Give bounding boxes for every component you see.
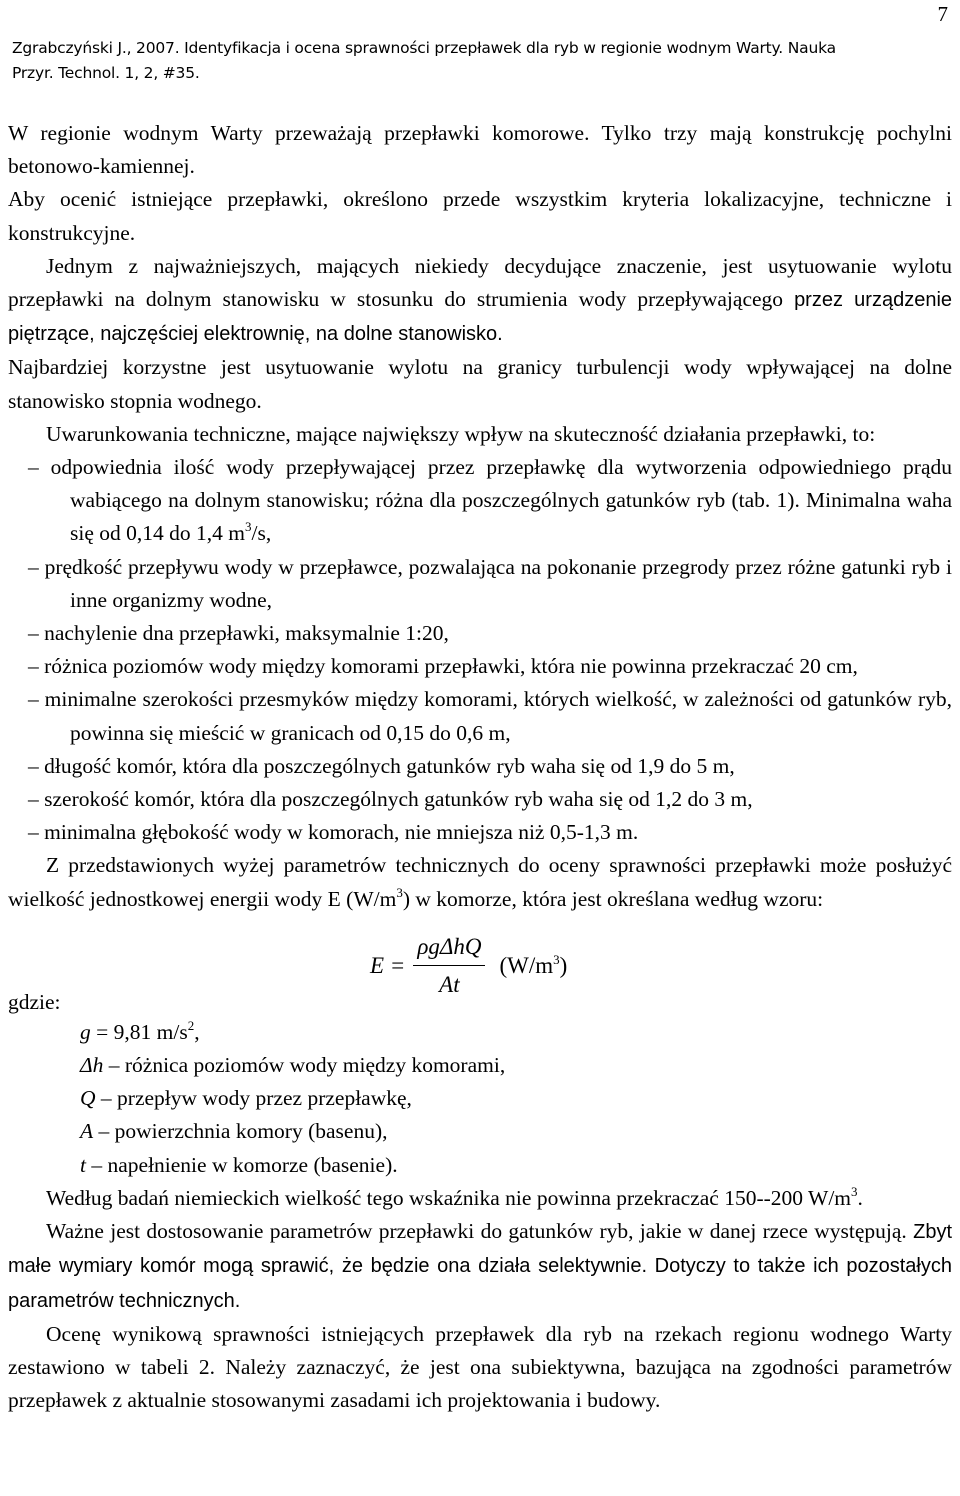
symbol: A (80, 1119, 94, 1144)
list-item: – szerokość komór, która dla poszczególnych gatunków ryb waha się od 1,2 do 3 m, (28, 787, 753, 812)
technical-conditions-list (8, 451, 952, 849)
superscript: 3 (244, 519, 252, 535)
definition-text: – napełnienie w komorze (basenie). (85, 1152, 398, 1177)
formula-denominator: At (439, 972, 460, 998)
formula-fraction (413, 930, 485, 1001)
definition-text: = 9,81 m/s (90, 1019, 188, 1044)
definition-item (80, 1149, 952, 1182)
symbol: t (80, 1152, 86, 1177)
paragraph-2: Aby ocenić istniejące przepławki, określono przede wszystkim kryteria lokalizacyjne, techniczne i konstrukcyjne. (8, 187, 952, 245)
paragraph-7 (8, 1215, 952, 1318)
definition-item (80, 1082, 952, 1115)
paragraph-5 (8, 849, 952, 915)
paragraph-5-text: Z przedstawionych wyżej parametrów technicznych do oceny sprawności przepławki może posłużyć wielkość jednostkowej energii wody E (W/m (8, 853, 952, 911)
paragraph-5-text: ) w komorze, która jest określana według wzoru: (402, 886, 824, 911)
page-number: 7 (937, 2, 948, 26)
symbol-definitions (8, 1016, 952, 1182)
superscript: 3 (396, 884, 403, 900)
paragraph-3 (8, 250, 952, 352)
paragraph-7-sans: Zbyt małe wymiary komór mogą sprawić, że będzie ona działa selektywnie. Dotyczy to także ich pozostałych parametrów technicznych. (8, 1221, 953, 1312)
symbol: Δh (80, 1053, 104, 1078)
symbol: g (80, 1019, 91, 1044)
paragraph-3-sans: przez urządzenie piętrzące, najczęściej elektrownię, na dolne stanowisko. (8, 289, 953, 346)
citation-header (12, 36, 948, 86)
energy-formula (370, 930, 567, 1001)
paragraph-1: W regionie wodnym Warty przeważają przepławki komorowe. Tylko trzy mają konstrukcję pochylni betonowo-kamiennej. (8, 121, 952, 179)
definition-text: – różnica poziomów wody między komorami, (103, 1053, 506, 1078)
superscript: 3 (553, 951, 560, 967)
list-item-text: – odpowiednia ilość wody przepływającej przez przepławkę dla wytworzenia odpowiedniego prądu wabiącego na dolnym stanowisku; różna dla poszczególnych gatunków ryb (tab. 1). Minimalna waha się od 0,14 do 1,4 m (28, 455, 952, 546)
definition-item (80, 1016, 952, 1049)
paragraph-3b: Najbardziej korzystne jest usytuowanie wylotu na granicy turbulencji wody wpływającej na dolne stanowisko stopnia wodnego. (8, 355, 952, 413)
list-item: – różnica poziomów wody między komorami przepławki, która nie powinna przekraczać 20 cm, (28, 654, 858, 679)
formula-unit-text: ) (559, 952, 568, 978)
formula-unit-text: (W/m (499, 952, 554, 978)
formula-lhs: E = (370, 952, 406, 978)
definition-item (80, 1049, 952, 1082)
definition-item (80, 1115, 952, 1148)
paragraph-6-text: . (857, 1185, 863, 1210)
definition-text: , (194, 1019, 200, 1044)
list-item: – prędkość przepływu wody w przepławce, pozwalająca na pokonanie przegrody przez różne gatunki ryb i inne organizmy wodne, (28, 554, 952, 612)
paragraph-7-text: Ważne jest dostosowanie parametrów przepławki do gatunków ryb, jakie w danej rzece występują. (46, 1219, 907, 1244)
list-item (8, 451, 952, 551)
where-label: gdzie: (8, 989, 61, 1014)
formula-unit (499, 949, 567, 982)
paragraph-3-serif: Jednym z najważniejszych, mających niekiedy decydujące znaczenie, jest usytuowanie wylotu przepławki na dolnym stanowisku w stosunku do strumienia wody przepływającego (8, 253, 952, 312)
list-item: – minimalne szerokości przesmyków między komorami, których wielkość, w zależności od gatunków ryb, powinna się mieścić w granicach od 0,15 do 0,6 m, (28, 687, 952, 745)
article-body (8, 117, 952, 1417)
definition-text: – przepływ wody przez przepławkę, (95, 1086, 412, 1111)
superscript: 3 (851, 1183, 858, 1199)
paragraph-6 (8, 1182, 952, 1215)
citation-line-1: Zgrabczyński J., 2007. Identyfikacja i ocena sprawności przepławek dla ryb w regionie wodnym Warty. Nauka (12, 39, 836, 57)
paragraph-6-text: Według badań niemieckich wielkość tego wskaźnika nie powinna przekraczać 150--200 W/m (46, 1185, 852, 1210)
list-item-text: /s, (251, 521, 272, 546)
paragraph-8: Ocenę wynikową sprawności istniejących przepławek dla ryb na rzekach regionu wodnego Warty zestawiono w tabeli 2. Należy zaznaczyć, że jest ona subiektywna, bazująca na zgodności parametrów przepławek z aktualnie stosowanymi zasadami ich projektowania i budowy. (8, 1321, 952, 1413)
definition-text: – powierzchnia komory (basenu), (93, 1119, 388, 1144)
list-item: – minimalna głębokość wody w komorach, nie mniejsza niż 0,5-1,3 m. (28, 820, 639, 845)
list-item: – nachylenie dna przepławki, maksymalnie 1:20, (28, 621, 449, 646)
list-item: – długość komór, która dla poszczególnych gatunków ryb waha się od 1,9 do 5 m, (28, 753, 735, 778)
superscript: 2 (187, 1017, 195, 1033)
paragraph-4: Uwarunkowania techniczne, mające największy wpływ na skuteczność działania przepławki, to: (46, 421, 876, 446)
energy-formula-block (8, 916, 952, 1016)
symbol: Q (80, 1086, 96, 1111)
citation-line-2: Przyr. Technol. 1, 2, #35. (12, 64, 200, 82)
formula-numerator: ρgΔhQ (413, 930, 485, 966)
